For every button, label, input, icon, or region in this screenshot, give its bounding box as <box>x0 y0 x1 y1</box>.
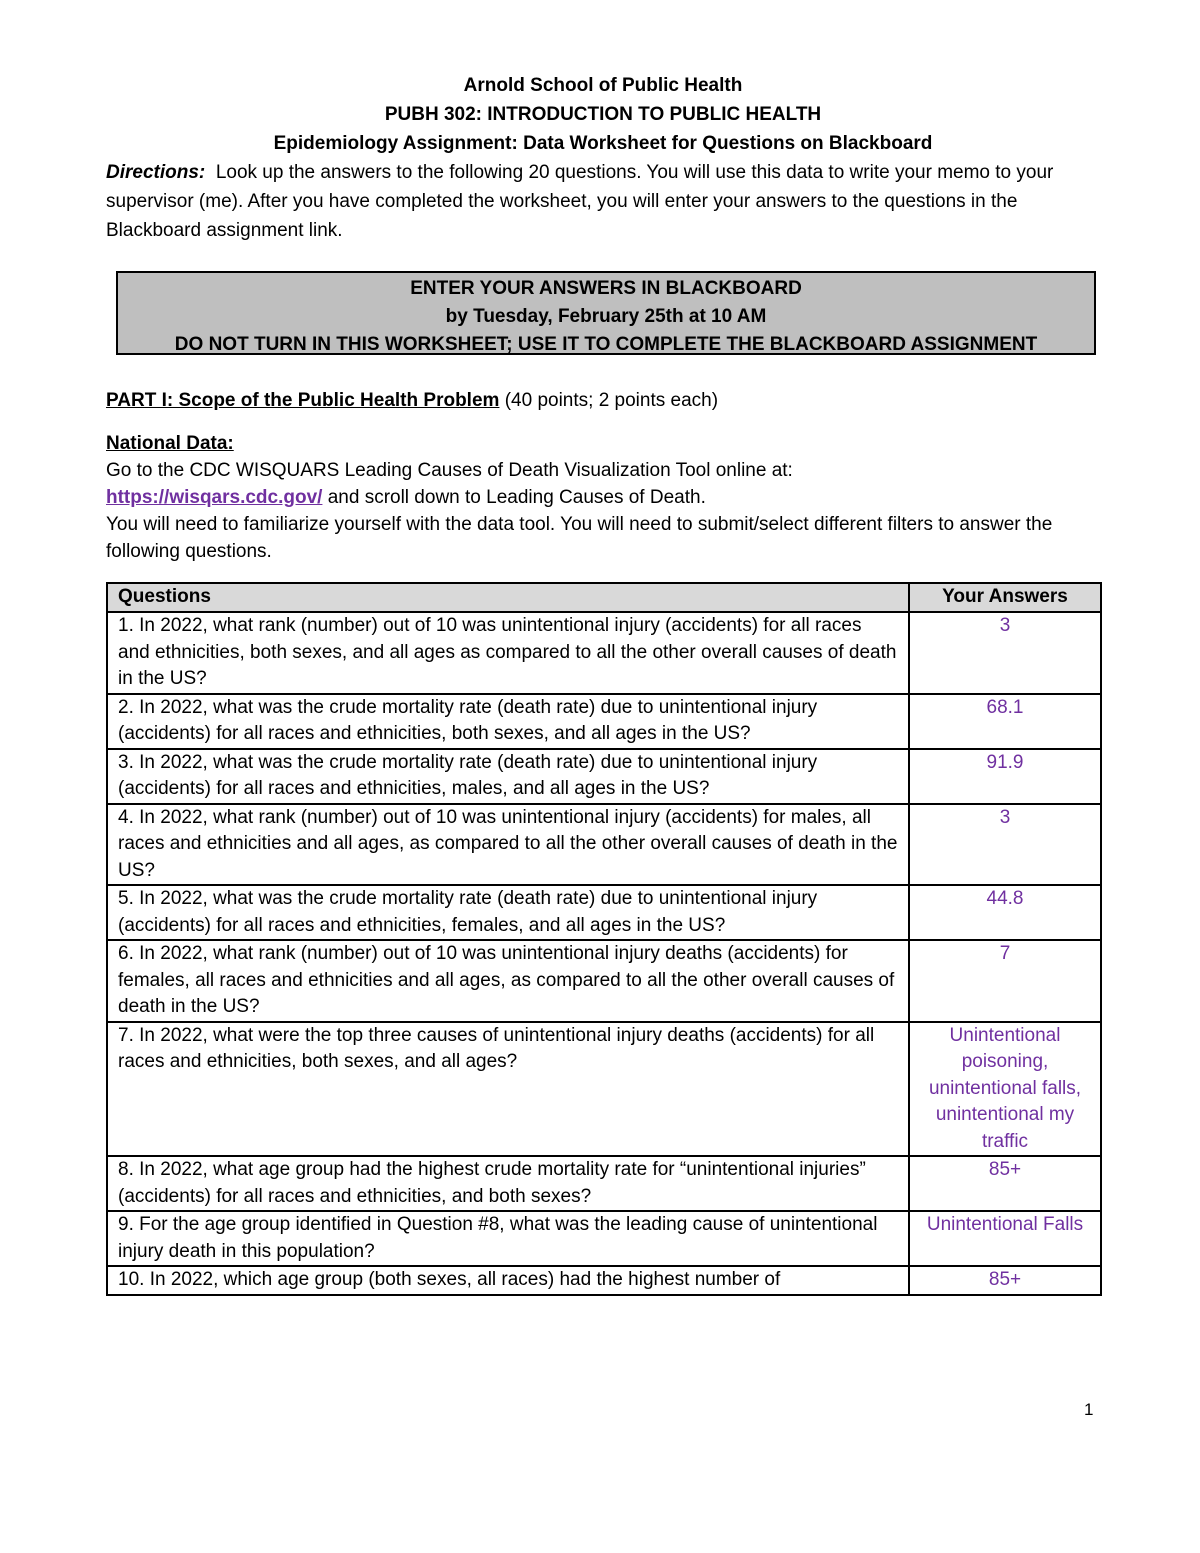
answer-cell: 91.9 <box>909 749 1101 804</box>
page-number: 1 <box>1084 1400 1094 1419</box>
answer-cell: 85+ <box>909 1266 1101 1295</box>
answer-cell: 7 <box>909 940 1101 1022</box>
questions-column-header: Questions <box>107 583 909 612</box>
directions-label: Directions: <box>106 162 206 183</box>
table-row <box>107 885 1101 940</box>
answer-cell: Unintentional poisoning, unintentional falls, unintentional my traffic <box>909 1022 1101 1157</box>
table-row <box>107 1211 1101 1266</box>
course-title: PUBH 302: INTRODUCTION TO PUBLIC HEALTH <box>384 104 822 125</box>
answer-cell: 3 <box>909 612 1101 694</box>
callout-line-3: DO NOT TURN IN THIS WORKSHEET; USE IT TO COMPLETE THE BLACKBOARD ASSIGNMENT <box>174 334 1038 355</box>
directions-paragraph <box>106 158 1100 245</box>
table-row <box>107 749 1101 804</box>
callout-line-1: ENTER YOUR ANSWERS IN BLACKBOARD <box>410 278 802 299</box>
question-cell: 1. In 2022, what rank (number) out of 10 was unintentional injury (accidents) for all races and ethnicities, both sexes, and all ages as compared to all the other overall causes of death in the US? <box>107 612 909 694</box>
national-data-heading: National Data: <box>106 433 234 454</box>
question-cell: 2. In 2022, what was the crude mortality rate (death rate) due to unintentional injury (accidents) for all races and ethnicities, both sexes, and all ages in the US? <box>107 694 909 749</box>
question-cell: 4. In 2022, what rank (number) out of 10 was unintentional injury (accidents) for males, all races and ethnicities and all ages, as compared to all the other overall causes of death in the US? <box>107 804 909 886</box>
part-1-points: (40 points; 2 points each) <box>504 390 719 411</box>
table-row <box>107 1022 1101 1157</box>
table-row <box>107 612 1101 694</box>
document-header <box>106 71 1100 158</box>
answers-column-header: Your Answers <box>909 583 1101 612</box>
question-cell: 7. In 2022, what were the top three causes of unintentional injury deaths (accidents) for all races and ethnicities, both sexes, and all ages? <box>107 1022 909 1157</box>
question-cell: 3. In 2022, what was the crude mortality rate (death rate) due to unintentional injury (accidents) for all races and ethnicities, males, and all ages in the US? <box>107 749 909 804</box>
directions-text: Look up the answers to the following 20 questions. You will use this data to write your memo to your supervisor (me). After you have completed the worksheet, you will enter your answers to the questions in the Blackboard assignment link. <box>106 162 1054 241</box>
answer-cell: Unintentional Falls <box>909 1211 1101 1266</box>
table-row <box>107 1266 1101 1295</box>
answer-cell: 3 <box>909 804 1101 886</box>
answer-cell: 85+ <box>909 1156 1101 1211</box>
question-cell: 9. For the age group identified in Question #8, what was the leading cause of unintentional injury death in this population? <box>107 1211 909 1266</box>
table-header-row <box>107 583 1101 612</box>
assignment-title: Epidemiology Assignment: Data Worksheet for Questions on Blackboard <box>273 133 933 154</box>
question-cell: 5. In 2022, what was the crude mortality rate (death rate) due to unintentional injury (accidents) for all races and ethnicities, females, and all ages in the US? <box>107 885 909 940</box>
callout-line-2: by Tuesday, February 25th at 10 AM <box>445 306 767 327</box>
question-cell: 8. In 2022, what age group had the highest crude mortality rate for “unintentional injuries” (accidents) for all races and ethnicities, and both sexes? <box>107 1156 909 1211</box>
answer-cell: 68.1 <box>909 694 1101 749</box>
table-row <box>107 804 1101 886</box>
questions-table <box>106 582 1102 1296</box>
deadline-callout-box <box>116 271 1096 355</box>
page-content <box>106 71 1100 1296</box>
question-cell: 6. In 2022, what rank (number) out of 10 was unintentional injury deaths (accidents) for females, all races and ethnicities and all ages, as compared to all the other overall causes of death in the US? <box>107 940 909 1022</box>
table-row <box>107 694 1101 749</box>
wisqars-link[interactable]: https://wisqars.cdc.gov/ <box>106 487 323 508</box>
part-1-title: PART I: Scope of the Public Health Problem <box>106 390 500 411</box>
part-1-heading <box>106 387 1100 414</box>
national-data-link-line <box>106 484 1100 511</box>
national-data-instruction: Go to the CDC WISQUARS Leading Causes of Death Visualization Tool online at: <box>106 460 793 481</box>
table-row <box>107 940 1101 1022</box>
school-name: Arnold School of Public Health <box>463 75 743 96</box>
question-cell: 10. In 2022, which age group (both sexes, all races) had the highest number of <box>107 1266 909 1295</box>
national-data-section <box>106 430 1100 565</box>
link-suffix-text: and scroll down to Leading Causes of Death. <box>322 487 706 508</box>
national-data-note: You will need to familiarize yourself with the data tool. You will need to submit/select different filters to answer the following questions. <box>106 514 1053 562</box>
table-row <box>107 1156 1101 1211</box>
answer-cell: 44.8 <box>909 885 1101 940</box>
